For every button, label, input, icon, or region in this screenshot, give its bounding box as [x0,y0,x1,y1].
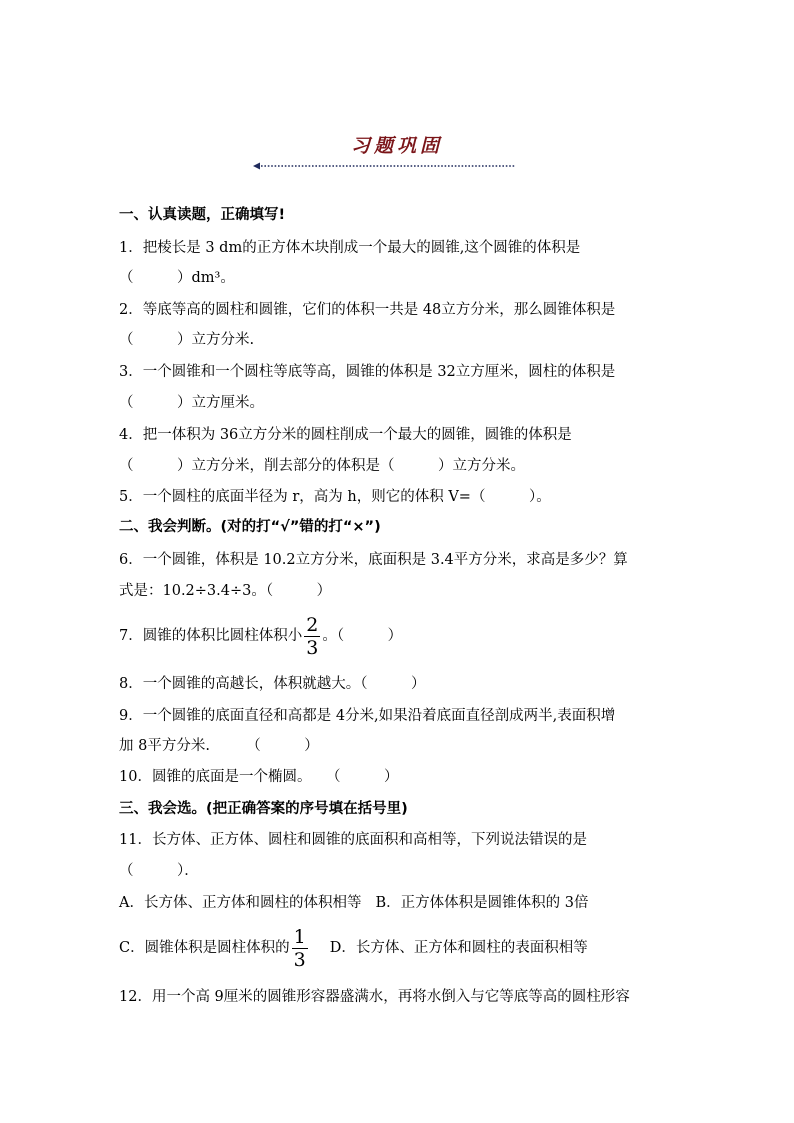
q5-line: 5．一个圆柱的底面半径为 r，高为 h，则它的体积 V=（ ）。 [119,489,551,505]
q2-line1: 2．等底等高的圆柱和圆锥，它们的体积一共是 48立方分米，那么圆锥体积是 [119,302,616,318]
q1-line1: 1．把棱长是 3 dm的正方体木块削成一个最大的圆锥,这个圆锥的体积是 [119,240,581,256]
option-a: A．长方体、正方体和圆柱的体积相等 [119,895,362,911]
q2-line2: （ ）立方分米. [119,332,255,348]
q9-line2: 加 8平方分米. （ ） [119,738,319,754]
option-b: B．正方体体积是圆锥体积的 3倍 [375,895,589,911]
q3-line2: （ ）立方厘米。 [119,395,264,411]
q4-line2: （ ）立方分米，削去部分的体积是（ ）立方分米。 [119,458,525,474]
q7-fraction-numerator: 2 [306,613,319,636]
q10-line: 10．圆锥的底面是一个椭圆。 （ ） [119,769,399,785]
q7-text: 7．圆锥的体积比圆柱体积小 [119,628,303,644]
section3-heading: 三、我会选。(把正确答案的序号填在括号里) [119,801,408,817]
q11-line1: 11．长方体、正方体、圆柱和圆锥的底面积和高相等，下列说法错误的是 [119,832,587,848]
q7-line [119,612,402,660]
q8-line: 8．一个圆锥的高越长，体积就越大。（ ） [119,676,426,692]
section1-heading: 一、认真读题，正确填写! [119,207,286,223]
q9-line1: 9．一个圆锥的底面直径和高都是 4分米,如果沿着底面直径剖成两半,表面积增 [119,708,616,724]
q7-fraction-denominator: 3 [306,636,319,659]
option-c-fraction-numerator: 1 [293,925,306,948]
option-d: D．长方体、正方体和圆柱的表面积相等 [329,940,588,956]
option-c-fraction [292,927,308,970]
option-c: C．圆锥体积是圆柱体积的 [119,940,290,956]
section2-heading: 二、我会判断。(对的打“√”错的打“×”) [119,519,381,535]
q7-answer-bracket: 。（ ） [322,628,403,644]
q1-line2: （ ）dm³。 [119,270,235,286]
q12-line1: 12．用一个高 9厘米的圆锥形容器盛满水，再将水倒入与它等底等高的圆柱形容 [119,989,630,1005]
q7-fraction [304,615,320,658]
q6-line1: 6．一个圆锥，体积是 10.2立方分米，底面积是 3.4平方分米，求高是多少？算 [119,552,628,568]
q6-line2: 式是：10.2÷3.4÷3。（ ） [119,583,332,599]
option-c-fraction-denominator: 3 [293,948,306,971]
page-title: 习题巩固 [350,135,443,157]
q11-line2: （ ）． [119,863,199,879]
q4-line1: 4．把一体积为 36立方分米的圆柱削成一个最大的圆锥，圆锥的体积是 [119,427,572,443]
option-a-b-line [119,893,588,913]
option-c-d-line [119,924,588,972]
title-dotted-arrow-icon [253,162,515,170]
q3-line1: 3．一个圆锥和一个圆柱等底等高，圆锥的体积是 32立方厘米，圆柱的体积是 [119,364,616,380]
